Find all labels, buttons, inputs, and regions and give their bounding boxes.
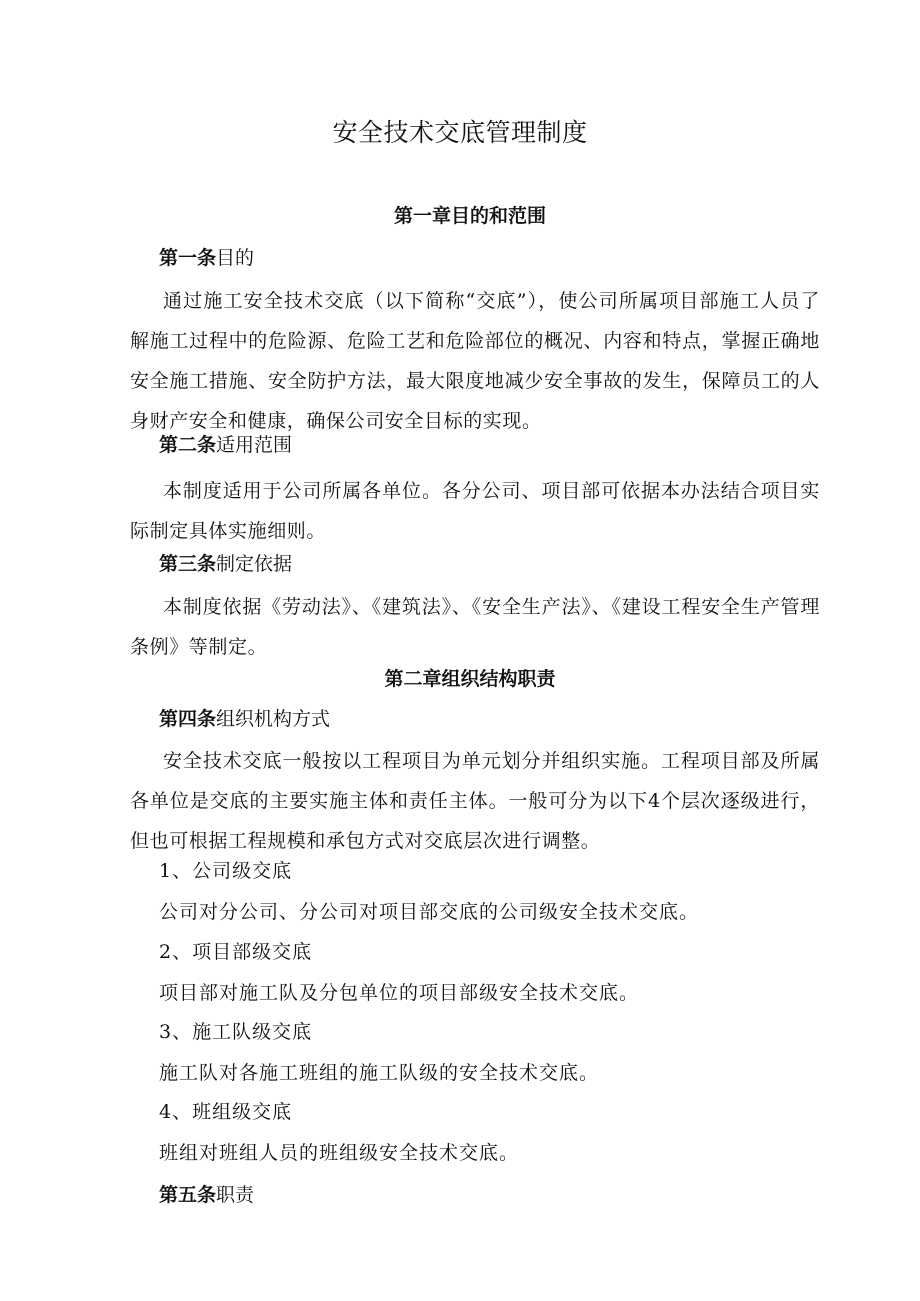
level-4-desc: 班组对班组人员的班组级安全技术交底。 [159,1142,520,1164]
article-4-heading [159,704,330,734]
level-1-label: 1、公司级交底 [159,860,293,882]
article-3-text: 本制度依据《劳动法》、《建筑法》、《安全生产法》、《建设工程安全生产管理条例》等制定。 [130,596,820,658]
article-number: 第二条 [159,434,217,456]
article-2-text: 本制度适用于公司所属各单位。各分公司、项目部可依据本办法结合项目实际制定具体实施细则。 [130,480,820,542]
document-title: 安全技术交底管理制度 [332,118,588,147]
article-name: 职责 [216,1184,255,1206]
level-2-label: 2、项目部级交底 [159,941,313,963]
article-5-heading [159,1180,254,1210]
article-4-text: 安全技术交底一般按以工程项目为单元划分并组织实施。工程项目部及所属各单位是交底的主要实施主体和责任主体。一般可分为以下4个层次逐级进行，但也可根据工程规模和承包方式对交底层次进行调整。 [130,750,820,852]
level-1-desc: 公司对分公司、分公司对项目部交底的公司级安全技术交底。 [159,901,700,923]
chapter-1-heading: 第一章目的和范围 [393,205,546,227]
article-1-heading [159,243,254,273]
level-2-desc: 项目部对施工队及分包单位的项目部级安全技术交底。 [159,982,640,1004]
article-3-heading [159,549,292,579]
level-4-label: 4、班组级交底 [159,1101,293,1123]
level-3-desc: 施工队对各施工班组的施工队级的安全技术交底。 [159,1062,600,1084]
article-2-heading [159,430,292,460]
article-number: 第五条 [159,1184,217,1206]
article-1-text: 通过施工安全技术交底（以下简称“交底”），使公司所属项目部施工人员了解施工过程中的危险源、危险工艺和危险部位的概况、内容和特点，掌握正确地安全施工措施、安全防护方法，最大限度地减少安全事故的发生，保障员工的人身财产安全和健康，确保公司安全目标的实现。 [130,290,820,432]
article-name: 目的 [216,247,255,269]
article-name: 组织机构方式 [216,708,331,730]
article-name: 制定依据 [216,553,293,575]
article-name: 适用范围 [216,434,293,456]
article-number: 第三条 [159,553,217,575]
article-number: 第四条 [159,708,217,730]
level-3-label: 3、施工队级交底 [159,1021,313,1043]
article-number: 第一条 [159,247,217,269]
chapter-2-heading: 第二章组织结构职责 [384,668,556,690]
